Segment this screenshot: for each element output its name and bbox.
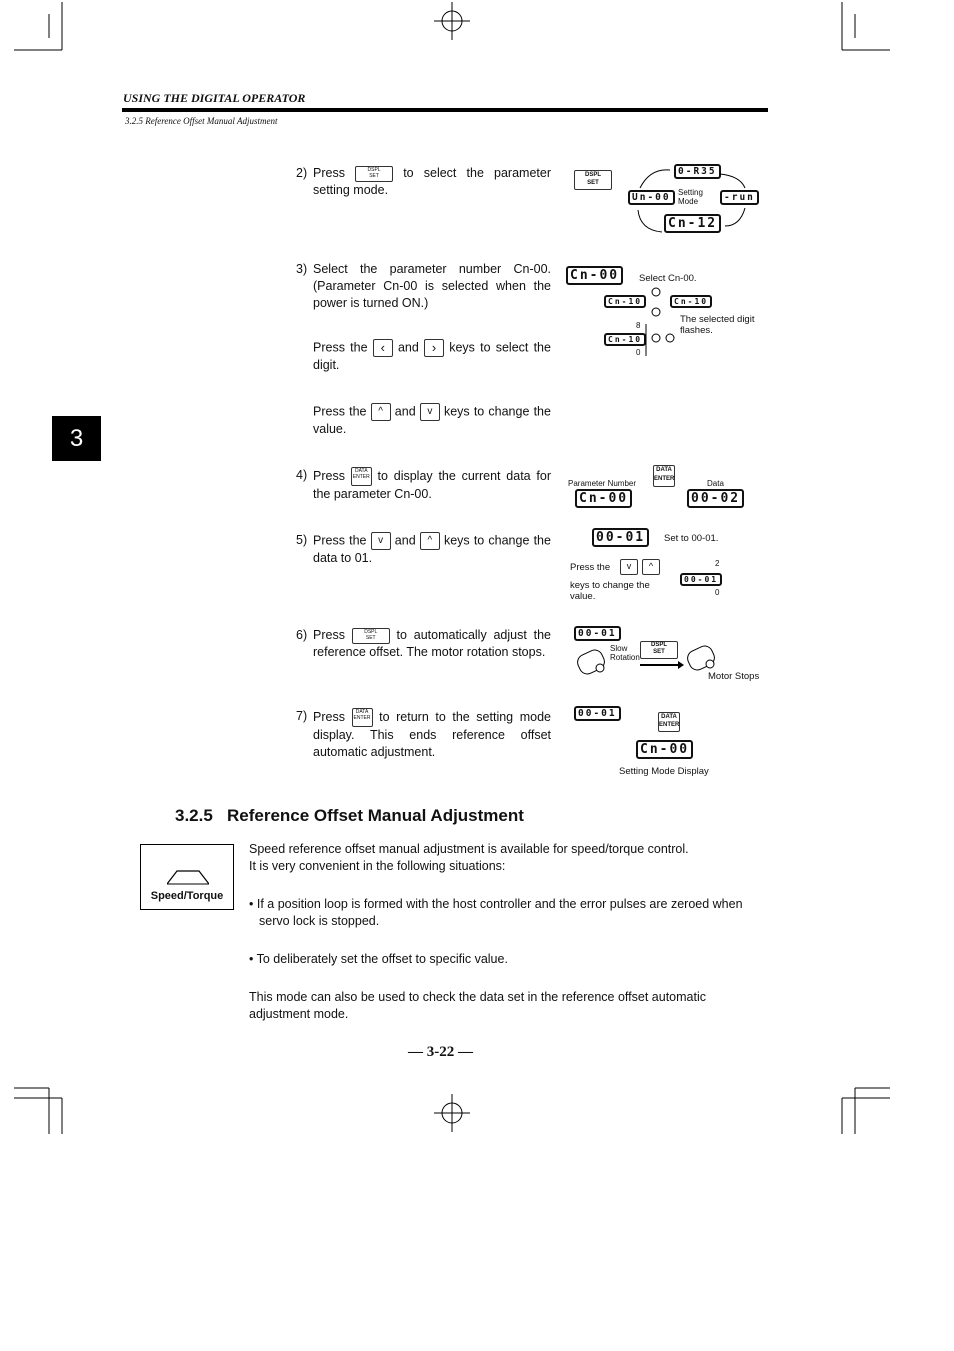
step-number: 4)	[296, 468, 308, 482]
down-arrow-key-icon: v	[371, 532, 391, 550]
step-text: Press DATA ENTER to return to the setting mode display. This ends reference offset automatic adjustment.	[313, 709, 551, 759]
step-text-digit: Press the ‹ and › keys to select the digit.	[313, 340, 551, 372]
data-enter-key-icon: DATA ENTER	[658, 712, 680, 732]
step-number: 6)	[296, 628, 308, 642]
lcd-display: 0-R35	[674, 164, 721, 179]
dspl-set-key-icon: DSPL SET	[355, 166, 393, 182]
data-enter-key-icon: DATA ENTER	[653, 465, 675, 487]
step-number: 3)	[296, 262, 308, 276]
lcd-display: Cn-12	[664, 214, 721, 233]
lcd-display: Cn-10	[604, 333, 646, 346]
dspl-set-key-icon: DSPL SET	[640, 641, 678, 659]
up-arrow-key-icon: ^	[420, 532, 440, 550]
step-number: 2)	[296, 166, 308, 180]
paragraph: It is very convenient in the following situations:	[249, 859, 506, 873]
step-2	[0, 165, 560, 205]
slow-rotation-label: Slow Rotation	[610, 644, 640, 662]
dspl-set-key-icon: DSPL SET	[352, 628, 390, 644]
paragraph: Speed reference offset manual adjustment is available for speed/torque control.	[249, 842, 689, 856]
figure-step-3	[566, 266, 776, 361]
step-6	[0, 627, 560, 667]
control-mode-box	[140, 844, 234, 910]
step-number: 5)	[296, 533, 308, 547]
data-enter-key-icon: DATA ENTER	[352, 708, 373, 727]
figure-step-2	[570, 162, 770, 242]
digit-up: 2	[715, 559, 720, 568]
lcd-display: Cn-10	[670, 295, 712, 308]
data-label: Data	[707, 479, 724, 488]
header-rule	[122, 108, 768, 112]
lcd-display: Cn-00	[636, 740, 693, 759]
down-arrow-key-icon: v	[420, 403, 440, 421]
arrow-right-icon	[640, 660, 684, 670]
lcd-display: -run	[720, 190, 759, 205]
lcd-display: Cn-00	[575, 489, 632, 508]
page-number: — 3-22 —	[408, 1044, 473, 1060]
step-text-value: Press the ^ and v keys to change the value.	[313, 404, 551, 436]
speed-torque-label: Speed/Torque	[150, 890, 224, 902]
step-text: Press DSPL SET to automatically adjust the reference offset. The motor rotation stops.	[313, 628, 552, 659]
right-arrow-key-icon: ›	[424, 339, 444, 357]
up-arrow-key-icon: ^	[371, 403, 391, 421]
bullet-item: • To deliberately set the offset to specific value.	[249, 952, 508, 966]
lcd-display: Cn-10	[604, 295, 646, 308]
digit-down: 0	[715, 588, 720, 597]
motor-stops-label: Motor Stops	[708, 671, 760, 682]
figure-step-5	[568, 528, 768, 604]
dspl-set-key-icon: DSPL SET	[574, 170, 612, 190]
lcd-display: 00-01	[574, 626, 621, 641]
figure-step-4	[567, 463, 767, 513]
set-label: Set to 00-01.	[664, 533, 719, 544]
lcd-display: 00-01	[574, 706, 621, 721]
flash-label: The selected digit flashes.	[680, 314, 755, 336]
parameter-number-label: Parameter Number	[568, 479, 637, 488]
up-arrow-key-icon: ^	[642, 559, 660, 575]
motor-icon	[572, 644, 612, 684]
step-5	[0, 532, 560, 572]
figure-step-7	[572, 704, 772, 780]
lcd-display: 00-02	[687, 489, 744, 508]
press-label: Press the	[570, 562, 611, 573]
running-header-title: USING THE DIGITAL OPERATOR	[123, 91, 306, 105]
step-7	[0, 708, 560, 763]
down-arrow-key-icon: v	[620, 559, 638, 575]
left-arrow-key-icon: ‹	[373, 339, 393, 357]
running-header-subtitle: 3.2.5 Reference Offset Manual Adjustment	[125, 116, 278, 126]
select-label: Select Cn-00.	[639, 273, 697, 284]
setting-mode-display-label: Setting Mode Display	[619, 766, 709, 777]
bullet-item: • If a position loop is formed with the host controller and the error pulses are zeroed when servo lock is stopped.	[249, 897, 743, 928]
step-4	[0, 467, 560, 507]
chapter-tab: 3	[52, 416, 101, 461]
paragraph: This mode can also be used to check the data set in the reference offset automatic adjustment mode.	[249, 990, 706, 1021]
lcd-display: Un-00	[628, 190, 675, 205]
lcd-display: 00-01	[680, 573, 722, 586]
trapezoid-icon	[167, 869, 209, 885]
cycle-arrows	[570, 162, 770, 242]
step-3	[0, 261, 560, 441]
figure-step-6	[572, 624, 772, 688]
step-number: 7)	[296, 709, 308, 723]
step-text: Press the v and ^ keys to change the data to 01.	[313, 533, 551, 565]
digit-down: 0	[636, 348, 641, 357]
section-heading: 3.2.5 Reference Offset Manual Adjustment	[175, 806, 524, 825]
data-enter-key-icon: DATA ENTER	[351, 467, 372, 486]
setting-mode-label: Setting Mode	[678, 188, 703, 206]
step-text: Press DSPL SET to select the parameter setting mode.	[313, 166, 551, 197]
step-text: Select the parameter number Cn-00. (Parameter Cn-00 is selected when the power is turned ON.)	[313, 262, 551, 310]
lcd-display: Cn-00	[566, 266, 623, 285]
digit-up: 8	[636, 321, 641, 330]
step-text: Press DATA ENTER to display the current data for the parameter Cn-00.	[313, 468, 551, 501]
lcd-display: 00-01	[592, 528, 649, 547]
keys-label: keys to change the value.	[570, 580, 650, 602]
arrow-keys-diagram	[566, 266, 776, 361]
